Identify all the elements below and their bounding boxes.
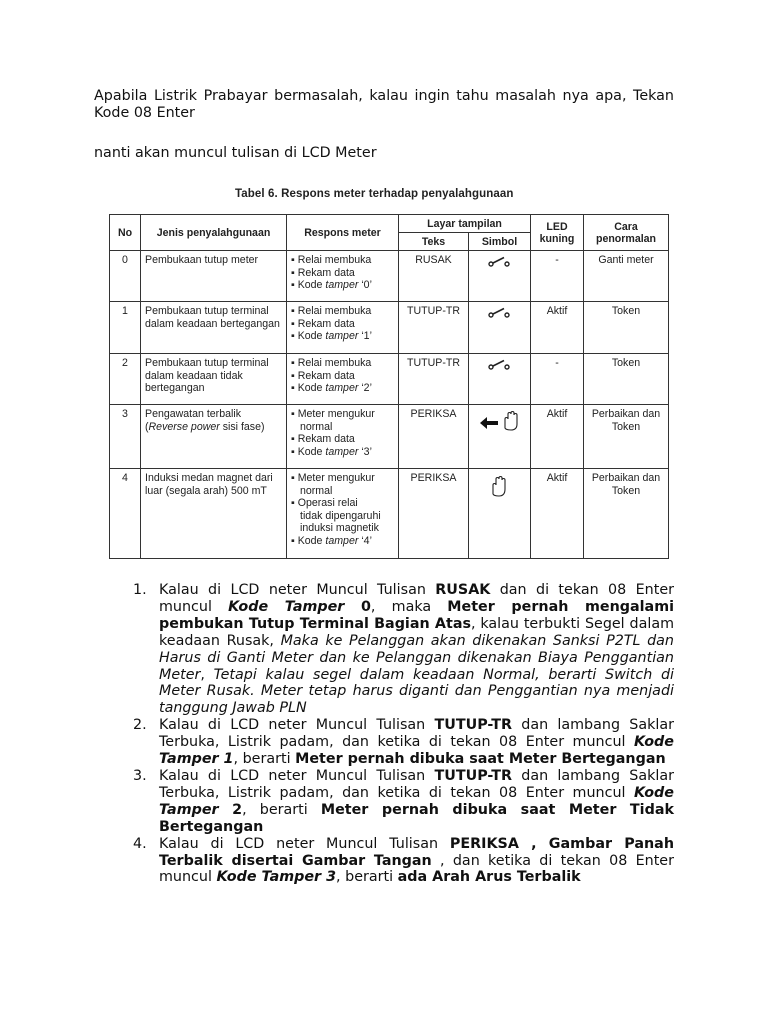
list-item: 2. Kalau di LCD neter Muncul Tulisan TUTUP-TR dan lambang Saklar Terbuka, Listrik padam, dan ketika di tekan 08 Enter muncul Kode Tamper 1, berarti Meter pernah dibuka saat Meter Bertegangan <box>133 717 674 768</box>
header-cara: Cara penormalan <box>584 215 669 251</box>
switch-open-icon <box>485 359 515 371</box>
cell-no: 1 <box>110 302 141 354</box>
tamper-response-table <box>109 214 669 559</box>
response-line: ▪ Kode tamper ‘4’ <box>291 534 372 547</box>
response-line: ▪ Rekam data <box>291 433 355 446</box>
cell-no: 2 <box>110 354 141 405</box>
cell-jenis: Induksi medan magnet dari luar (segala arah) 500 mT <box>141 469 287 559</box>
cell-cara: Perbaikan dan Token <box>584 405 669 469</box>
intro-note: nanti akan muncul tulisan di LCD Meter <box>94 145 377 161</box>
response-line: ▪ Kode tamper ‘0’ <box>291 279 372 292</box>
cell-respons <box>287 469 399 559</box>
cell-led: - <box>531 251 584 302</box>
response-line: ▪ Kode tamper ‘2’ <box>291 382 372 395</box>
response-line: ▪ Rekam data <box>291 266 355 279</box>
cell-respons <box>287 251 399 302</box>
response-line: ▪ Kode tamper ‘1’ <box>291 330 372 343</box>
cell-jenis: Pengawatan terbalik (Reverse power sisi fase) <box>141 405 287 469</box>
cell-simbol <box>469 405 531 469</box>
cell-no: 3 <box>110 405 141 469</box>
header-teks: Teks <box>399 233 469 251</box>
header-simbol: Simbol <box>469 233 531 251</box>
cell-simbol <box>469 251 531 302</box>
cell-teks: TUTUP-TR <box>399 354 469 405</box>
header-no: No <box>110 215 141 251</box>
switch-open-icon <box>485 256 515 268</box>
response-line: ▪ Meter mengukur <box>291 472 375 484</box>
hand-icon <box>488 474 512 498</box>
cell-simbol <box>469 302 531 354</box>
response-line: ▪ Meter mengukur <box>291 408 375 420</box>
cell-teks: TUTUP-TR <box>399 302 469 354</box>
cell-jenis: Pembukaan tutup meter <box>141 251 287 302</box>
header-respons: Respons meter <box>287 215 399 251</box>
cell-cara: Ganti meter <box>584 251 669 302</box>
cell-simbol <box>469 469 531 559</box>
cell-cara: Token <box>584 302 669 354</box>
header-jenis: Jenis penyalahgunaan <box>141 215 287 251</box>
response-line: ▪ Rekam data <box>291 317 355 330</box>
switch-open-icon <box>485 307 515 319</box>
cell-led: Aktif <box>531 469 584 559</box>
table-row <box>110 405 669 469</box>
cell-cara: Token <box>584 354 669 405</box>
response-line: ▪ Operasi relai <box>291 497 358 510</box>
response-line: tidak dipengaruhi <box>300 509 381 522</box>
response-line: induksi magnetik <box>300 522 379 535</box>
table-row <box>110 354 669 405</box>
cell-no: 0 <box>110 251 141 302</box>
response-line: ▪ Kode tamper ‘3’ <box>291 445 372 458</box>
response-line: ▪ Relai membuka <box>291 254 372 266</box>
list-item: 3. Kalau di LCD neter Muncul Tulisan TUTUP-TR dan lambang Saklar Terbuka, Listrik padam, dan ketika di tekan 08 Enter muncul Kode Tamper 2, berarti Meter pernah dibuka saat Meter Tidak Bertegangan <box>133 767 674 835</box>
list-item: 4. Kalau di LCD neter Muncul Tulisan PERIKSA , Gambar Panah Terbalik disertai Gambar Tangan , dan ketika di tekan 08 Enter muncul Kode Tamper 3, berarti ada Arah Arus Terbalik <box>133 835 675 886</box>
cell-teks: PERIKSA <box>399 469 469 559</box>
table-row <box>110 469 669 559</box>
cell-teks: RUSAK <box>399 251 469 302</box>
response-line: ▪ Relai membuka <box>291 357 372 369</box>
response-line: ▪ Rekam data <box>291 369 355 382</box>
table-row <box>110 302 669 354</box>
cell-led: - <box>531 354 584 405</box>
cell-cara: Perbaikan dan Token <box>584 469 669 559</box>
cell-simbol <box>469 354 531 405</box>
header-layar: Layar tampilan <box>399 215 531 233</box>
reverse-arrow-hand-icon <box>478 410 522 432</box>
intro-paragraph: Apabila Listrik Prabayar bermasalah, kalau ingin tahu masalah nya apa, Tekan Kode 08 Enter <box>94 88 674 121</box>
cell-teks: PERIKSA <box>399 405 469 469</box>
cell-no: 4 <box>110 469 141 559</box>
cell-respons <box>287 405 399 469</box>
cell-led: Aktif <box>531 302 584 354</box>
cell-respons <box>287 354 399 405</box>
cell-led: Aktif <box>531 405 584 469</box>
response-line: normal <box>300 420 333 433</box>
response-line: normal <box>300 484 333 497</box>
list-item: 1. Kalau di LCD neter Muncul Tulisan RUSAK dan di tekan 08 Enter muncul Kode Tamper 0, maka Meter pernah mengalami pembukan Tutup Terminal Bagian Atas, kalau terbukti Segel dalam keadaan Rusak, Maka ke Pelanggan akan dikenakan Sanksi P2TL dan Harus di Ganti Meter dan ke Pelanggan dikenakan Biaya Penggantian Meter, Tetapi kalau segel dalam keadaan Normal, berarti Switch di Meter Rusak. Meter tetap harus diganti dan Penggantian nya menjadi tanggung Jawab PLN <box>133 582 675 717</box>
cell-respons <box>287 302 399 354</box>
header-led: LED kuning <box>531 215 584 251</box>
table-title: Tabel 6. Respons meter terhadap penyalahgunaan <box>235 188 514 200</box>
table-row <box>110 251 669 302</box>
cell-jenis: Pembukaan tutup terminal dalam keadaan tidak bertegangan <box>141 354 287 405</box>
response-line: ▪ Relai membuka <box>291 305 372 317</box>
cell-jenis: Pembukaan tutup terminal dalam keadaan bertegangan <box>141 302 287 354</box>
tamper-code-list <box>133 582 674 886</box>
